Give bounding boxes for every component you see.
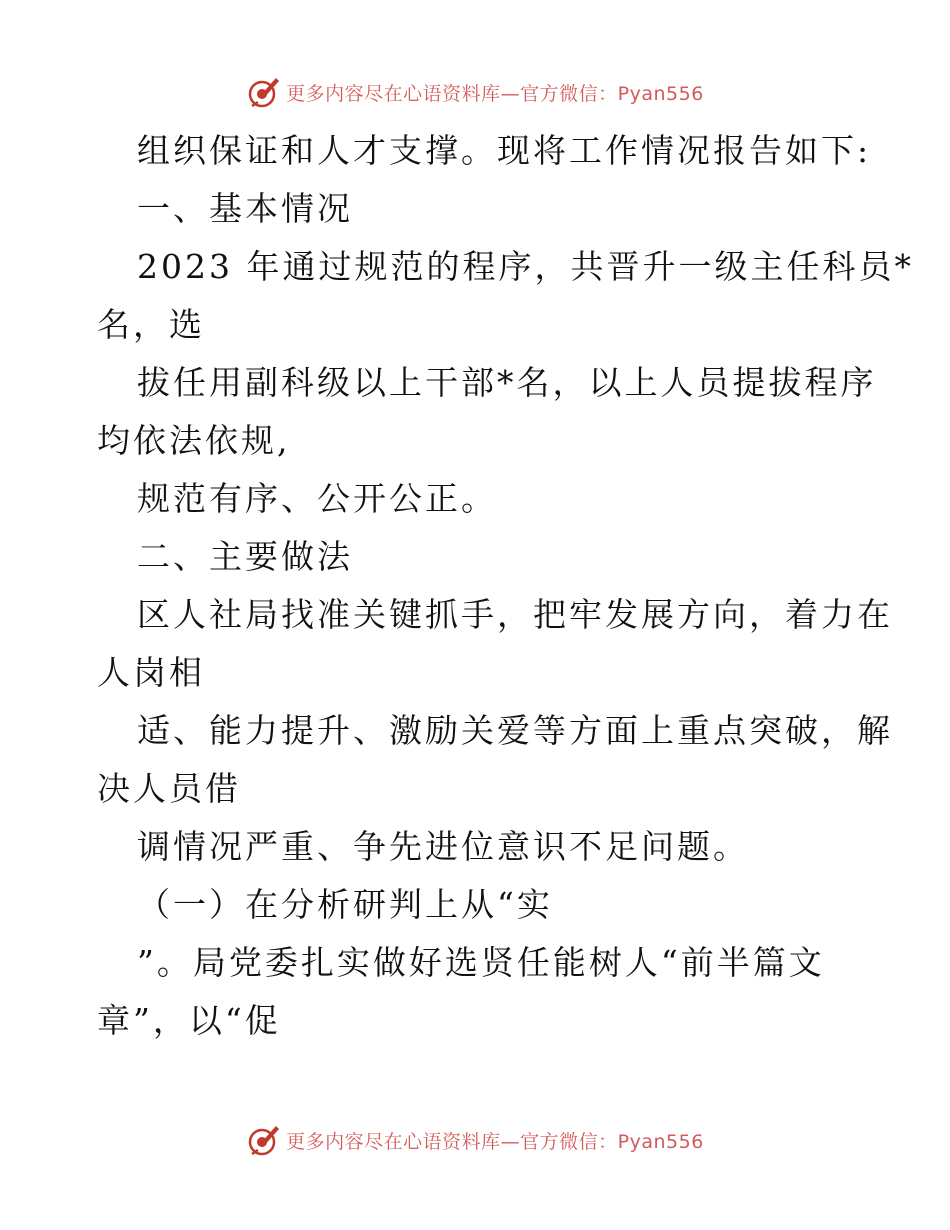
body-line: 组织保证和人才支撑。现将工作情况报告如下: [137,131,872,170]
body-line: 均依法依规, [97,421,291,460]
body-line: 拔任用副科级以上干部*名，以上人员提拔程序 [137,363,877,402]
body-line: 决人员借 [97,769,241,808]
footer-banner [0,1120,950,1160]
body-line: 区人社局找准关键抓手，把牢发展方向，着力在 [137,595,893,634]
section-heading: 二、主要做法 [137,537,353,576]
document-body [97,122,914,1050]
header-banner [0,72,950,112]
body-line: ”。局党委扎实做好选贤任能树人“前半篇文 [137,943,825,982]
quill-pen-seal-icon [246,74,282,110]
body-line: 规范有序、公开公正。 [137,479,497,518]
body-line: 适、能力提升、激励关爱等方面上重点突破，解 [137,711,893,750]
section-heading: 一、基本情况 [137,189,353,228]
footer-banner-text: 更多内容尽在心语资料库—官方微信：Pyan556 [286,1130,704,1153]
quill-pen-seal-icon [246,1122,282,1158]
body-line: 名，选 [97,305,205,344]
header-banner-text: 更多内容尽在心语资料库—官方微信：Pyan556 [286,82,704,105]
body-line: 2023 年通过规范的程序，共晋升一级主任科员* [137,247,914,286]
subsection-heading: （一）在分析研判上从“实 [137,885,553,924]
body-line: 调情况严重、争先进位意识不足问题。 [137,827,749,866]
body-line: 人岗相 [97,653,205,692]
body-line: 章”，以“促 [97,1001,281,1040]
